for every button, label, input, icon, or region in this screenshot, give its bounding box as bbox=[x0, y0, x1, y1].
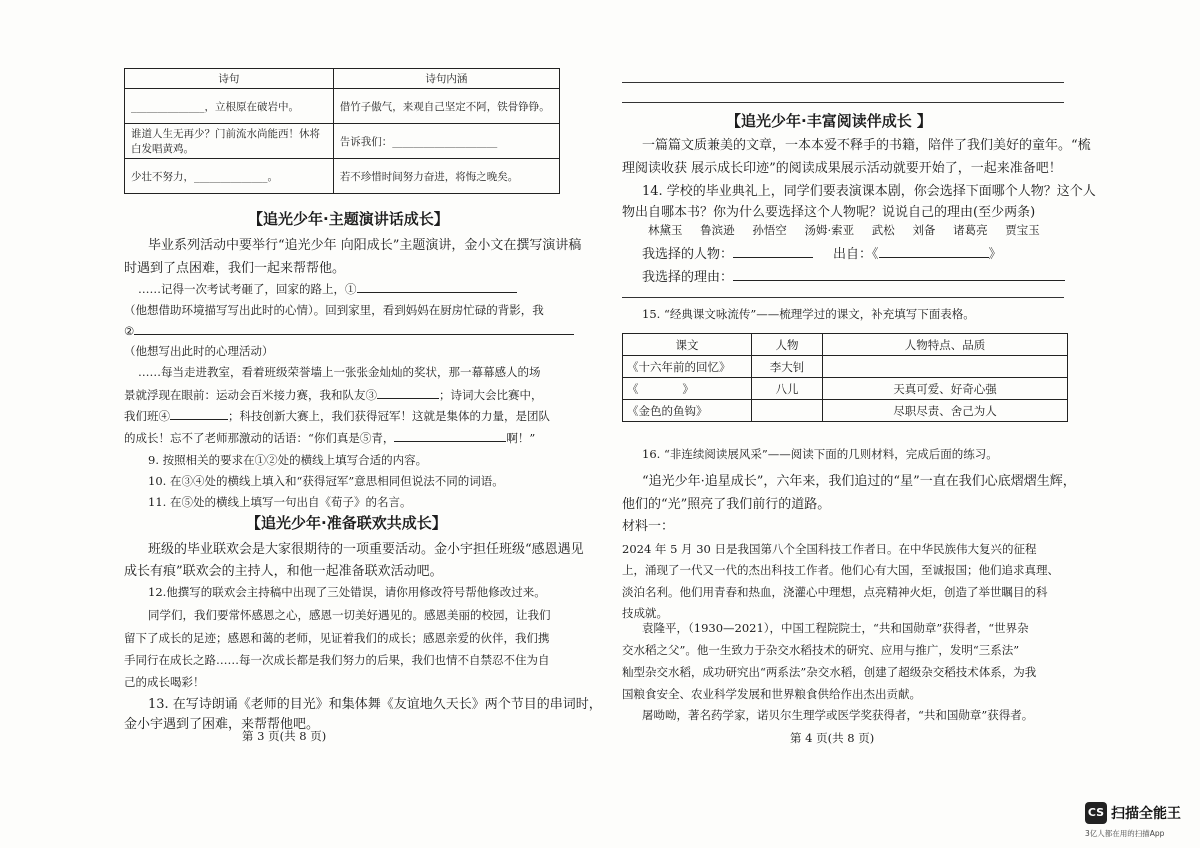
character-option: 武松 bbox=[871, 223, 895, 237]
speech-line-1 bbox=[138, 280, 517, 297]
lesson-text: 《金色的鱼钩》 bbox=[623, 400, 752, 422]
chosen-input[interactable] bbox=[733, 245, 813, 258]
blank-5[interactable] bbox=[394, 429, 506, 442]
character-option: 贾宝玉 bbox=[1005, 223, 1040, 237]
poem-meaning-2: 告诉我们：____________________ bbox=[333, 124, 559, 159]
host-script-line: 手同行在成长之路……每一次成长都是我们努力的后果，我们也情不自禁忍不住为自 bbox=[124, 653, 550, 667]
section-title-speech: 【追光少年·主题演讲话成长】 bbox=[248, 210, 449, 228]
lesson-header-text: 课文 bbox=[623, 334, 752, 356]
from-label: 出自： bbox=[833, 247, 873, 262]
speech-text: 啊！” bbox=[506, 431, 536, 445]
material-line: 技成就。 bbox=[622, 606, 668, 620]
poem-verse-1: ______________，立根原在破岩中。 bbox=[125, 89, 334, 124]
question-14-cont: 物出自哪本书？你为什么要选择这个人物呢？说说自己的理由(至少两条) bbox=[622, 205, 1036, 220]
character-option: 诸葛亮 bbox=[953, 223, 988, 237]
question-13: 13. 在写诗朗诵《老师的目光》和集体舞《友谊地久天长》两个节目的串词时， bbox=[148, 697, 602, 712]
poem-meaning-1: 借竹子傲气，来观自己坚定不阿，铁骨铮铮。 bbox=[333, 89, 559, 124]
material-line: 袁隆平，（1930—2021），中国工程院院士，“共和国勋章”获得者，“世界杂 bbox=[642, 621, 1029, 635]
speech-text: 的成长！忘不了老师那激动的话语：“你们真是⑤青， bbox=[124, 431, 395, 445]
question-9: 9. 按照相关的要求在①②处的横线上填写合适的内容。 bbox=[148, 453, 428, 467]
paragraph-line: 理阅读收获 展示成长印迹”的阅读成果展示活动就要开始了，一起来准备吧！ bbox=[622, 161, 1062, 176]
lesson-text-input[interactable]: 《 》 bbox=[623, 378, 752, 400]
blank-3[interactable] bbox=[377, 386, 439, 399]
material-line: 上，涌现了一代又一代的杰出科技工作者。他们心有大国，至诚报国；他们追求真理、 bbox=[622, 563, 1059, 577]
character-option: 刘备 bbox=[912, 223, 936, 237]
bracket-open: 《 bbox=[872, 247, 879, 262]
scanner-watermark bbox=[1085, 802, 1195, 842]
poem-header-verse: 诗句 bbox=[125, 69, 334, 89]
lesson-header-person: 人物 bbox=[752, 334, 823, 356]
scanner-tagline: 3亿人都在用的扫描App bbox=[1085, 829, 1165, 838]
table-row bbox=[623, 400, 1068, 422]
speech-text: ；科技创新大赛上，我们获得冠军！这就是集体的力量，是团队 bbox=[228, 409, 550, 423]
paragraph-line: 班级的毕业联欢会是大家很期待的一项重要活动。金小宇担任班级“感恩遇见 bbox=[148, 542, 584, 557]
speech-text: ；诗词大会比赛中， bbox=[439, 388, 543, 402]
paragraph-line: 他们的“光”照亮了我们前行的道路。 bbox=[622, 497, 831, 512]
speech-line: ……每当走进教室，看着班级荣誉墙上一张张金灿灿的奖状，那一幕幕感人的场 bbox=[138, 365, 541, 379]
poem-meaning-3: 若不珍惜时间努力奋进，将悔之晚矣。 bbox=[333, 159, 559, 194]
character-option: 鲁滨逊 bbox=[700, 223, 735, 237]
host-script-line: 己的成长喝彩！ bbox=[124, 675, 205, 689]
poem-verse-2: 谁道人生无再少？门前流水尚能西！休将白发唱黄鸡。 bbox=[125, 124, 334, 159]
reason-label: 我选择的理由： bbox=[642, 270, 734, 285]
chosen-row bbox=[642, 243, 1002, 262]
lesson-trait: 尽职尽责、舍己为人 bbox=[823, 400, 1068, 422]
speech-text: ……记得一次考试考砸了，回家的路上，① bbox=[138, 282, 357, 296]
lessons-table bbox=[622, 333, 1068, 422]
character-option: 林黛玉 bbox=[648, 223, 683, 237]
table-row bbox=[125, 89, 560, 124]
question-16: 16. “非连续阅读展风采”——阅读下面的几则材料，完成后面的练习。 bbox=[642, 447, 998, 461]
paragraph-line: “追光少年·追星成长”，六年来，我们追过的“星”一直在我们心底熠熠生辉， bbox=[642, 474, 1076, 489]
table-row bbox=[623, 356, 1068, 378]
host-script-line: 留下了成长的足迹；感恩和蔼的老师，见证着我们的成长；感恩亲爱的伙伴，我们携 bbox=[124, 631, 550, 645]
speech-line-4 bbox=[124, 407, 550, 424]
chosen-label: 我选择的人物： bbox=[642, 247, 734, 262]
character-option: 汤姆·索亚 bbox=[804, 223, 855, 237]
section-title-reading: 【追光少年·丰富阅读伴成长 】 bbox=[726, 112, 932, 130]
poem-header-meaning: 诗句内涵 bbox=[333, 69, 559, 89]
poem-table bbox=[124, 68, 560, 194]
speech-text: 景就浮现在眼前：运动会百米接力赛，我和队友③ bbox=[124, 388, 377, 402]
question-12: 12.他撰写的联欢会主持稿中出现了三处错误，请你用修改符号帮他修改过来。 bbox=[148, 585, 546, 599]
blank-4[interactable] bbox=[170, 407, 228, 420]
table-row bbox=[623, 378, 1068, 400]
question-11: 11. 在⑤处的横线上填写一句出自《荀子》的名言。 bbox=[148, 495, 412, 509]
reason-row bbox=[642, 266, 1065, 285]
lesson-header-trait: 人物特点、品质 bbox=[823, 334, 1068, 356]
scanner-app-name: 扫描全能王 bbox=[1111, 806, 1181, 822]
reason-input[interactable] bbox=[733, 268, 1065, 281]
section-title-party: 【追光少年·准备联欢共成长】 bbox=[246, 514, 447, 532]
material-line: 交水稻之父”。他一生致力于杂交水稻技术的研究、应用与推广，发明“三系法” bbox=[622, 643, 1020, 657]
question-10: 10. 在③④处的横线上填入和“获得冠军”意思相同但说法不同的词语。 bbox=[148, 474, 504, 488]
lesson-trait-input[interactable] bbox=[823, 356, 1068, 378]
lesson-trait: 天真可爱、好奇心强 bbox=[823, 378, 1068, 400]
lesson-person: 李大钊 bbox=[752, 356, 823, 378]
from-input[interactable] bbox=[879, 245, 989, 258]
speech-line-5 bbox=[124, 429, 535, 446]
speech-line-2 bbox=[124, 322, 574, 338]
speech-line: （他想借助环境描写写出此时的心情）。回到家里，看到妈妈在厨房忙碌的背影，我 bbox=[124, 303, 544, 317]
paragraph-line: 毕业系列活动中要举行“追光少年 向阳成长”主题演讲，金小文在撰写演讲稿 bbox=[148, 238, 582, 253]
page-3 bbox=[118, 0, 602, 848]
lesson-person-input[interactable] bbox=[752, 400, 823, 422]
material-line: 国粮食安全、农业科学发展和世界粮食供给作出杰出贡献。 bbox=[622, 687, 921, 701]
speech-text: ② bbox=[124, 324, 135, 338]
speech-line: （他想写出此时的心理活动） bbox=[124, 344, 274, 358]
material-line: 屠呦呦，著名药学家，诺贝尔生理学或医学奖获得者，“共和国勋章”获得者。 bbox=[642, 708, 1034, 722]
page-footer: 第 4 页(共 8 页) bbox=[790, 731, 875, 745]
lesson-text: 《十六年前的回忆》 bbox=[623, 356, 752, 378]
material-line: 2024 年 5 月 30 日是我国第八个全国科技工作者日。在中华民族伟大复兴的征程 bbox=[622, 542, 1037, 556]
paragraph-line: 时遇到了点困难，我们一起来帮帮他。 bbox=[124, 261, 346, 276]
question-15: 15. “经典课文咏流传”——梳理学过的课文，补充填写下面表格。 bbox=[642, 307, 975, 321]
material-line: 籼型杂交水稻，成功研究出“两系法”杂交水稻，创建了超级杂交稻技术体系，为我 bbox=[622, 665, 1037, 679]
character-option: 孙悟空 bbox=[752, 223, 787, 237]
question-14: 14. 学校的毕业典礼上，同学们要表演课本剧，你会选择下面哪个人物？这个人 bbox=[642, 184, 1096, 199]
lesson-person: 八儿 bbox=[752, 378, 823, 400]
host-script-line: 同学们，我们要常怀感恩之心，感恩一切美好遇见的。感恩美丽的校园，让我们 bbox=[148, 608, 551, 622]
paragraph-line: 成长有痕”联欢会的主持人，和他一起准备联欢活动吧。 bbox=[124, 564, 443, 579]
speech-text: 我们班④ bbox=[124, 409, 170, 423]
cs-logo-icon: CS bbox=[1085, 802, 1107, 824]
page-footer: 第 3 页(共 8 页) bbox=[242, 729, 327, 743]
answer-line[interactable] bbox=[622, 102, 1064, 103]
paragraph-line: 一篇篇文质兼美的文章，一本本爱不释手的书籍，陪伴了我们美好的童年。“梳 bbox=[642, 138, 1091, 153]
blank-2[interactable] bbox=[134, 322, 574, 335]
bracket-close: 》 bbox=[988, 247, 1002, 262]
poem-verse-3: 少壮不努力，______________。 bbox=[125, 159, 334, 194]
table-row bbox=[125, 159, 560, 194]
question-13-cont: 金小宇遇到了困难，来帮帮他吧。 bbox=[124, 717, 320, 732]
answer-line[interactable] bbox=[622, 82, 1064, 83]
table-row bbox=[125, 124, 560, 159]
material-line: 淡泊名利。他们用青春和热血，浇灌心中理想，点亮精神火炬，创造了举世瞩目的科 bbox=[622, 585, 1048, 599]
character-list bbox=[648, 222, 1040, 238]
material-label: 材料一： bbox=[622, 519, 675, 534]
speech-line-3 bbox=[124, 386, 543, 403]
blank-1[interactable] bbox=[357, 280, 517, 293]
answer-line[interactable] bbox=[622, 297, 1064, 298]
